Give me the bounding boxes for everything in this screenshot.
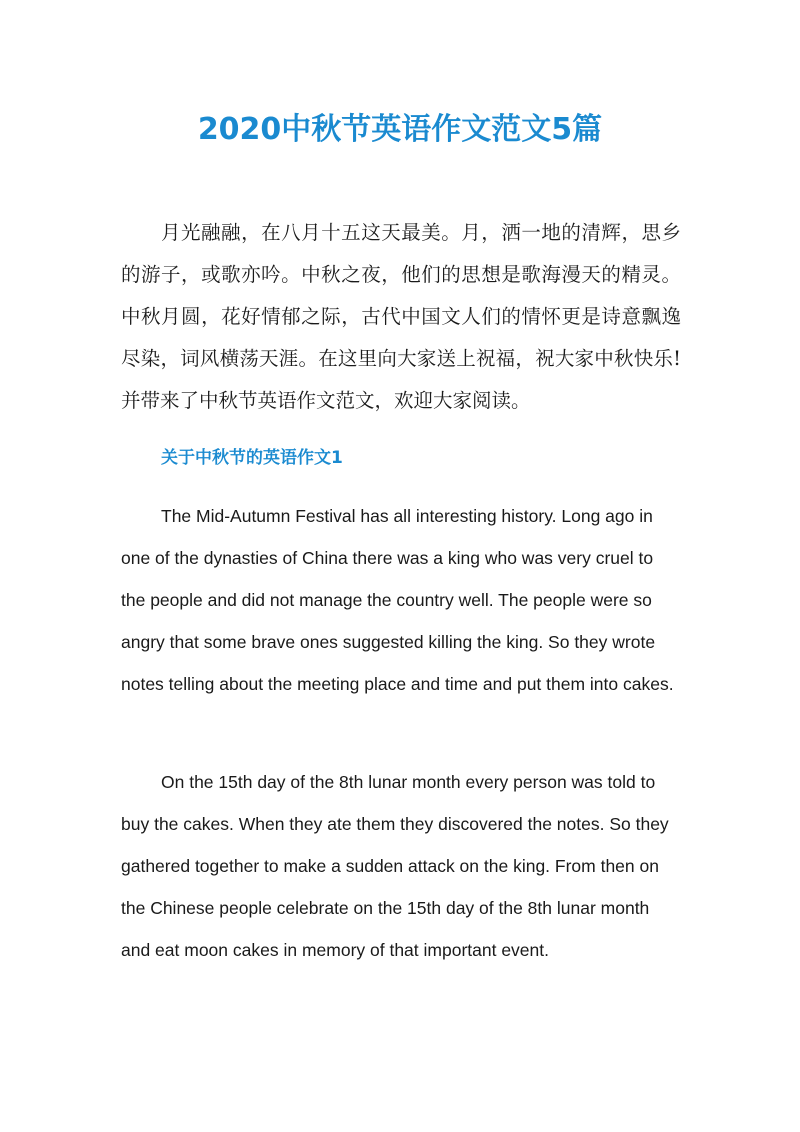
body-paragraph-1: The Mid-Autumn Festival has all interesting history. Long ago in one of the dynasties of China there was a king who was very cruel to the people and did not manage the country well. The people were so angry that some brave ones suggested killing the king. So they wrote notes telling about the meeting place and time and put them into cakes. [121,506,674,694]
body-paragraph-2: On the 15th day of the 8th lunar month every person was told to buy the cakes. When they ate them they discovered the notes. So they gathered together to make a sudden attack on the king. From then on the Chinese people celebrate on the 15th day of the 8th lunar month and eat moon cakes in memory of that important event. [121,772,669,960]
section-heading: 关于中秋节的英语作文1 [161,448,343,468]
intro-paragraph: 月光融融，在八月十五这天最美。月，洒一地的清辉，思乡的游子，或歌亦吟。中秋之夜，他们的思想是歌海漫天的精灵。中秋月圆，花好情郁之际，古代中国文人们的情怀更是诗意飘逸尽染，词风横荡天涯。在这里向大家送上祝福，祝大家中秋快乐!并带来了中秋节英语作文范文，欢迎大家阅读。 [121,221,681,412]
document-title: 2020中秋节英语作文范文5篇 [197,112,603,147]
